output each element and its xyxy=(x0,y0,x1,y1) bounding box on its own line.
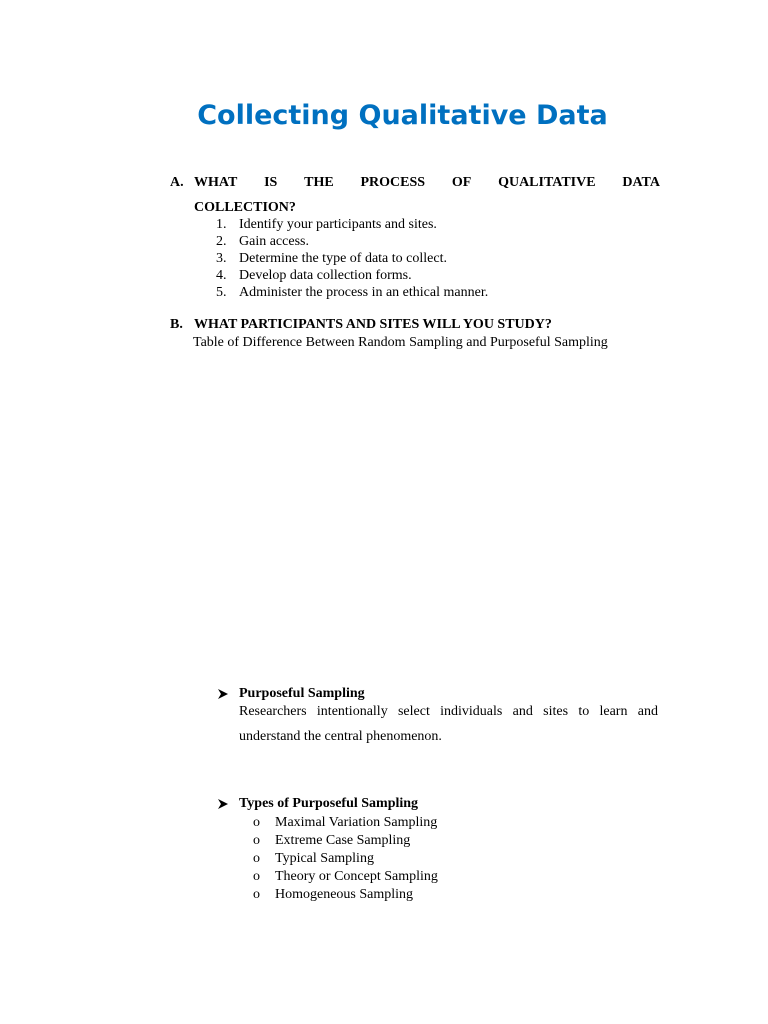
section-a-heading-line1 xyxy=(194,175,660,191)
word: sites xyxy=(543,704,569,719)
step-number: 3. xyxy=(216,251,227,266)
circle-bullet: o xyxy=(253,851,260,866)
arrow-bullet-icon xyxy=(217,688,229,700)
step-number: 2. xyxy=(216,234,227,249)
purposeful-sampling-heading: Purposeful Sampling xyxy=(239,686,365,701)
section-a-letter: A. xyxy=(170,175,184,190)
step-text: Administer the process in an ethical manner. xyxy=(239,285,489,300)
purposeful-definition-line2: understand the central phenomenon. xyxy=(239,729,442,744)
circle-bullet: o xyxy=(253,815,260,830)
heading-word: THE xyxy=(304,175,334,190)
type-label: Extreme Case Sampling xyxy=(275,833,411,848)
word: and xyxy=(512,704,533,719)
word: intentionally xyxy=(316,704,388,719)
type-label: Theory or Concept Sampling xyxy=(275,869,438,884)
heading-word: PROCESS xyxy=(360,175,426,190)
page-title: Collecting Qualitative Data xyxy=(197,100,608,131)
section-a-heading-line2: COLLECTION? xyxy=(194,200,296,215)
section-b-letter: B. xyxy=(170,317,183,332)
step-number: 1. xyxy=(216,217,227,232)
word: learn xyxy=(599,704,628,719)
heading-word: DATA xyxy=(622,175,660,190)
word: Researchers xyxy=(239,704,307,719)
heading-word: OF xyxy=(451,175,472,190)
purposeful-definition-line1 xyxy=(239,704,658,720)
word: select xyxy=(397,704,430,719)
step-text: Identify your participants and sites. xyxy=(239,217,437,232)
circle-bullet: o xyxy=(253,869,260,884)
table-caption: Table of Difference Between Random Sampling and Purposeful Sampling xyxy=(193,335,608,350)
step-number: 5. xyxy=(216,285,227,300)
heading-word: QUALITATIVE xyxy=(498,175,596,190)
circle-bullet: o xyxy=(253,887,260,902)
step-text: Determine the type of data to collect. xyxy=(239,251,447,266)
circle-bullet: o xyxy=(253,833,260,848)
arrow-bullet-icon xyxy=(217,798,229,810)
types-heading: Types of Purposeful Sampling xyxy=(239,796,419,811)
type-label: Homogeneous Sampling xyxy=(275,887,414,902)
step-text: Develop data collection forms. xyxy=(239,268,412,283)
step-text: Gain access. xyxy=(239,234,309,249)
heading-word: WHAT xyxy=(194,175,238,190)
type-label: Maximal Variation Sampling xyxy=(275,815,438,830)
heading-word: IS xyxy=(264,175,278,190)
word: individuals xyxy=(440,704,503,719)
section-b-heading: WHAT PARTICIPANTS AND SITES WILL YOU STUDY? xyxy=(194,317,552,332)
step-number: 4. xyxy=(216,268,227,283)
word: and xyxy=(637,704,658,719)
type-label: Typical Sampling xyxy=(275,851,374,866)
word: to xyxy=(578,704,590,719)
